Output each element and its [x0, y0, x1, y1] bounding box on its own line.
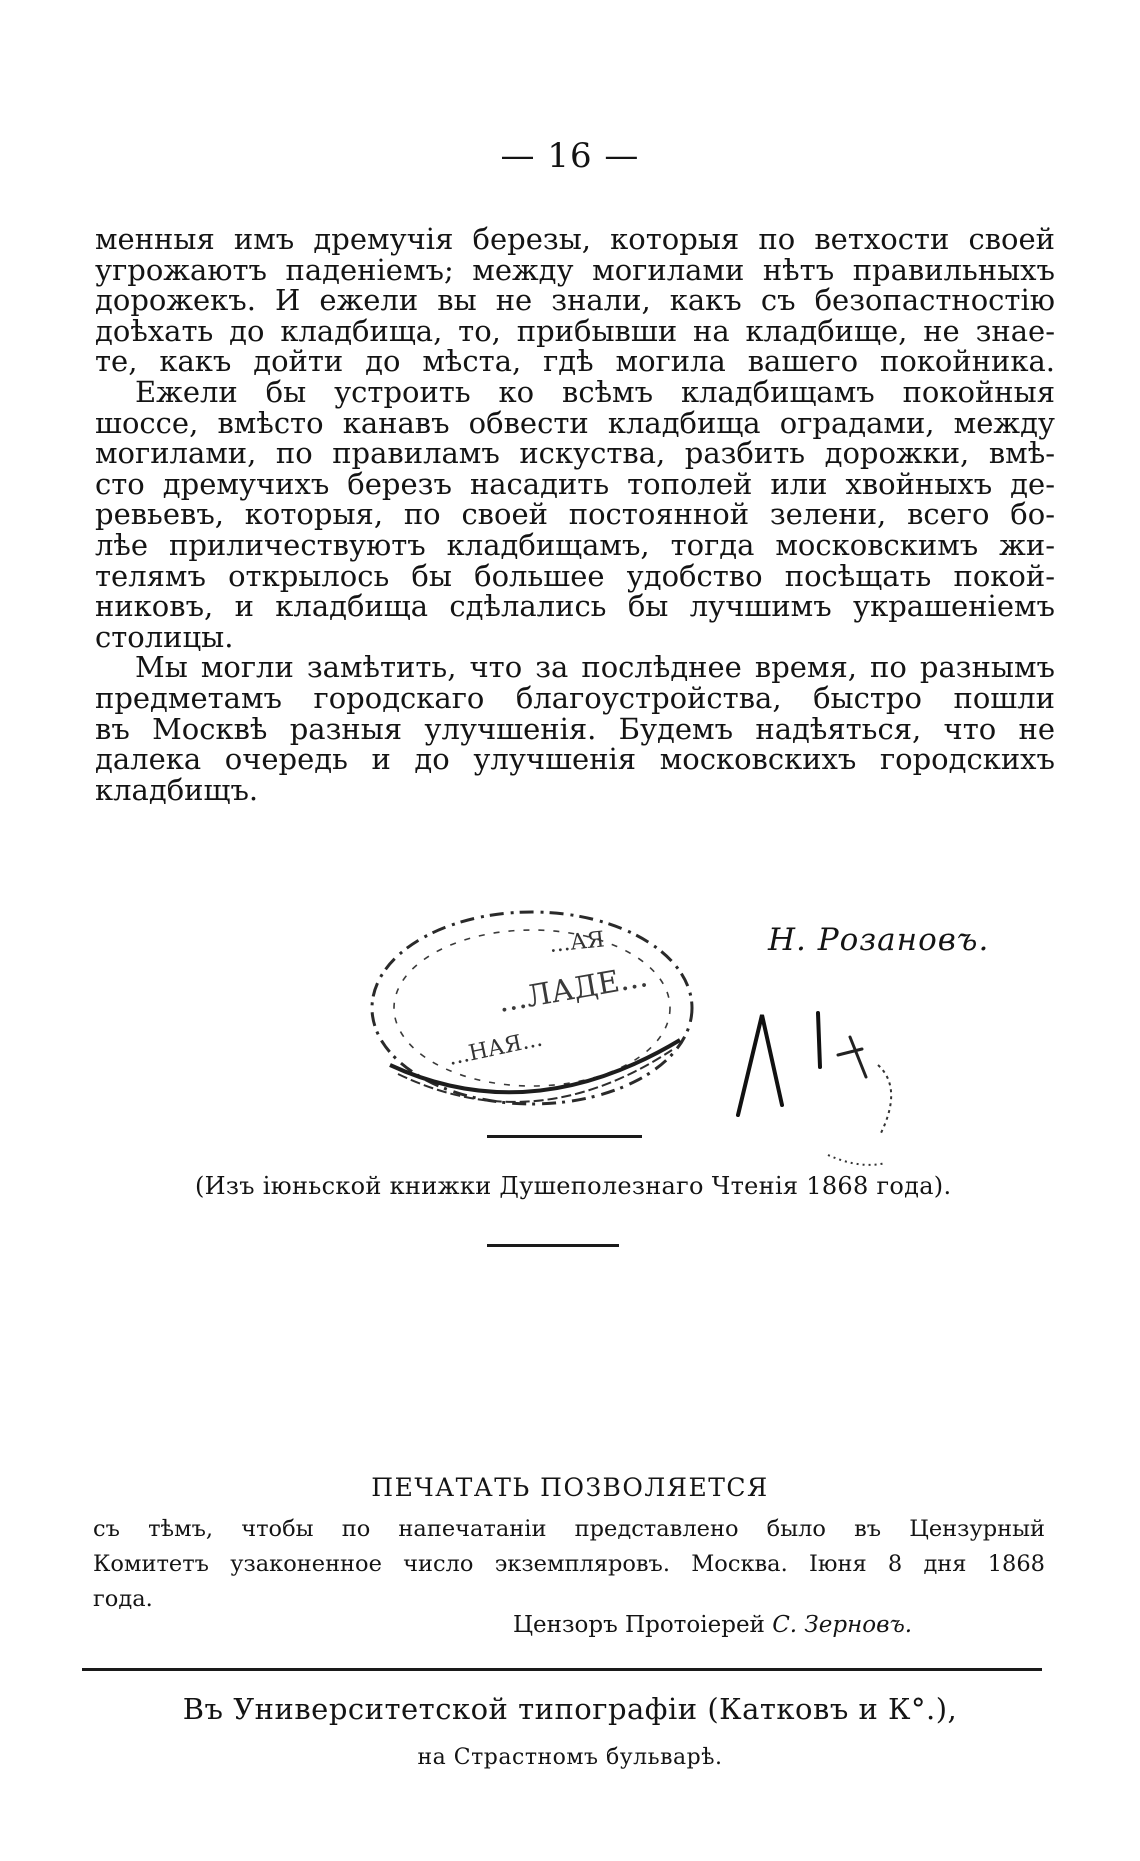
text-line: далека очередь и до улучшенія московскихъ городскихъ	[95, 742, 1055, 777]
text-line: кладбищъ.	[95, 772, 259, 807]
censor-line	[513, 1612, 912, 1638]
text-line: дорожекъ. И ежели вы не знали, какъ съ безопастностію	[95, 283, 1055, 318]
text-line: могилами, по правиламъ искуства, разбить дорожки, вмѣ-	[95, 436, 1055, 471]
text-line: никовъ, и кладбища сдѣлались бы лучшимъ украшеніемъ	[95, 589, 1055, 624]
text-line: доѣхать до кладбища, то, прибывши на кладбище, не знае-	[95, 313, 1055, 348]
printer-address: на Страстномъ бульварѣ.	[417, 1745, 723, 1770]
text-line: Мы могли замѣтить, что за послѣднее время, по разнымъ	[135, 650, 1055, 685]
library-stamp	[350, 890, 710, 1120]
text-line: года.	[93, 1586, 153, 1612]
text-line: менныя имъ дремучія березы, которыя по ветхости своей	[95, 222, 1055, 256]
text-line: сто дремучихъ березъ насадить тополей или хвойныхъ де-	[95, 466, 1055, 501]
approval-text	[93, 1512, 1045, 1617]
text-line: предметамъ городскаго благоустройства, быстро пошли	[95, 680, 1055, 715]
stamp-text-top: ...АЯ	[548, 927, 606, 958]
text-line: угрожаютъ паденіемъ; между могилами нѣтъ правильныхъ	[95, 252, 1055, 287]
text-line: лѣе приличествуютъ кладбищамъ, тогда московскимъ жи-	[95, 527, 1055, 562]
footer-rule	[82, 1668, 1042, 1671]
text-line: телямъ открылось бы большее удобство посѣщать покой-	[95, 558, 1055, 593]
approval-title: ПЕЧАТАТЬ ПОЗВОЛЯЕТСЯ	[371, 1473, 769, 1502]
text-line: Комитетъ узаконенное число экземпляровъ. Москва. Іюня 8 дня 1868	[93, 1551, 1045, 1577]
censor-label: Цензоръ Протоіерей	[513, 1612, 765, 1638]
body-text	[95, 224, 1055, 805]
paragraph-3	[95, 652, 1055, 805]
paragraph-1	[95, 224, 1055, 377]
paragraph-2	[95, 374, 1055, 654]
page-number: — 16 —	[500, 136, 640, 176]
text-line: ревьевъ, которыя, по своей постоянной зелени, всего бо-	[95, 497, 1055, 532]
divider-rule	[487, 1244, 619, 1247]
text-line: шоссе, вмѣсто канавъ обвести кладбища оградами, между	[95, 405, 1055, 440]
text-line: съ тѣмъ, чтобы по напечатаніи представлено было въ Цензурный	[93, 1516, 1045, 1542]
printer-imprint: Въ Университетской типографіи (Катковъ и К°.),	[182, 1692, 958, 1726]
censor-name: С. Зерновъ.	[772, 1612, 913, 1638]
text-line: въ Москвѣ разныя улучшенія. Будемъ надѣяться, что не	[95, 711, 1055, 746]
text-line: те, какъ дойти до мѣста, гдѣ могила вашего покойника.	[95, 344, 1055, 379]
text-line: столицы.	[95, 619, 234, 654]
stamp-text-bottom: ...НАЯ...	[446, 1026, 545, 1071]
author-signature: Н. Розановъ.	[768, 922, 990, 958]
source-note: (Изъ іюньской книжки Душеполезнаго Чтенія 1868 года).	[195, 1172, 952, 1200]
handwritten-mark	[730, 985, 930, 1175]
divider-rule	[487, 1135, 642, 1138]
stamp-text-middle: ...ЛАДЕ...	[495, 959, 651, 1020]
text-line: Ежели бы устроить ко всѣмъ кладбищамъ покойныя	[135, 374, 1055, 409]
